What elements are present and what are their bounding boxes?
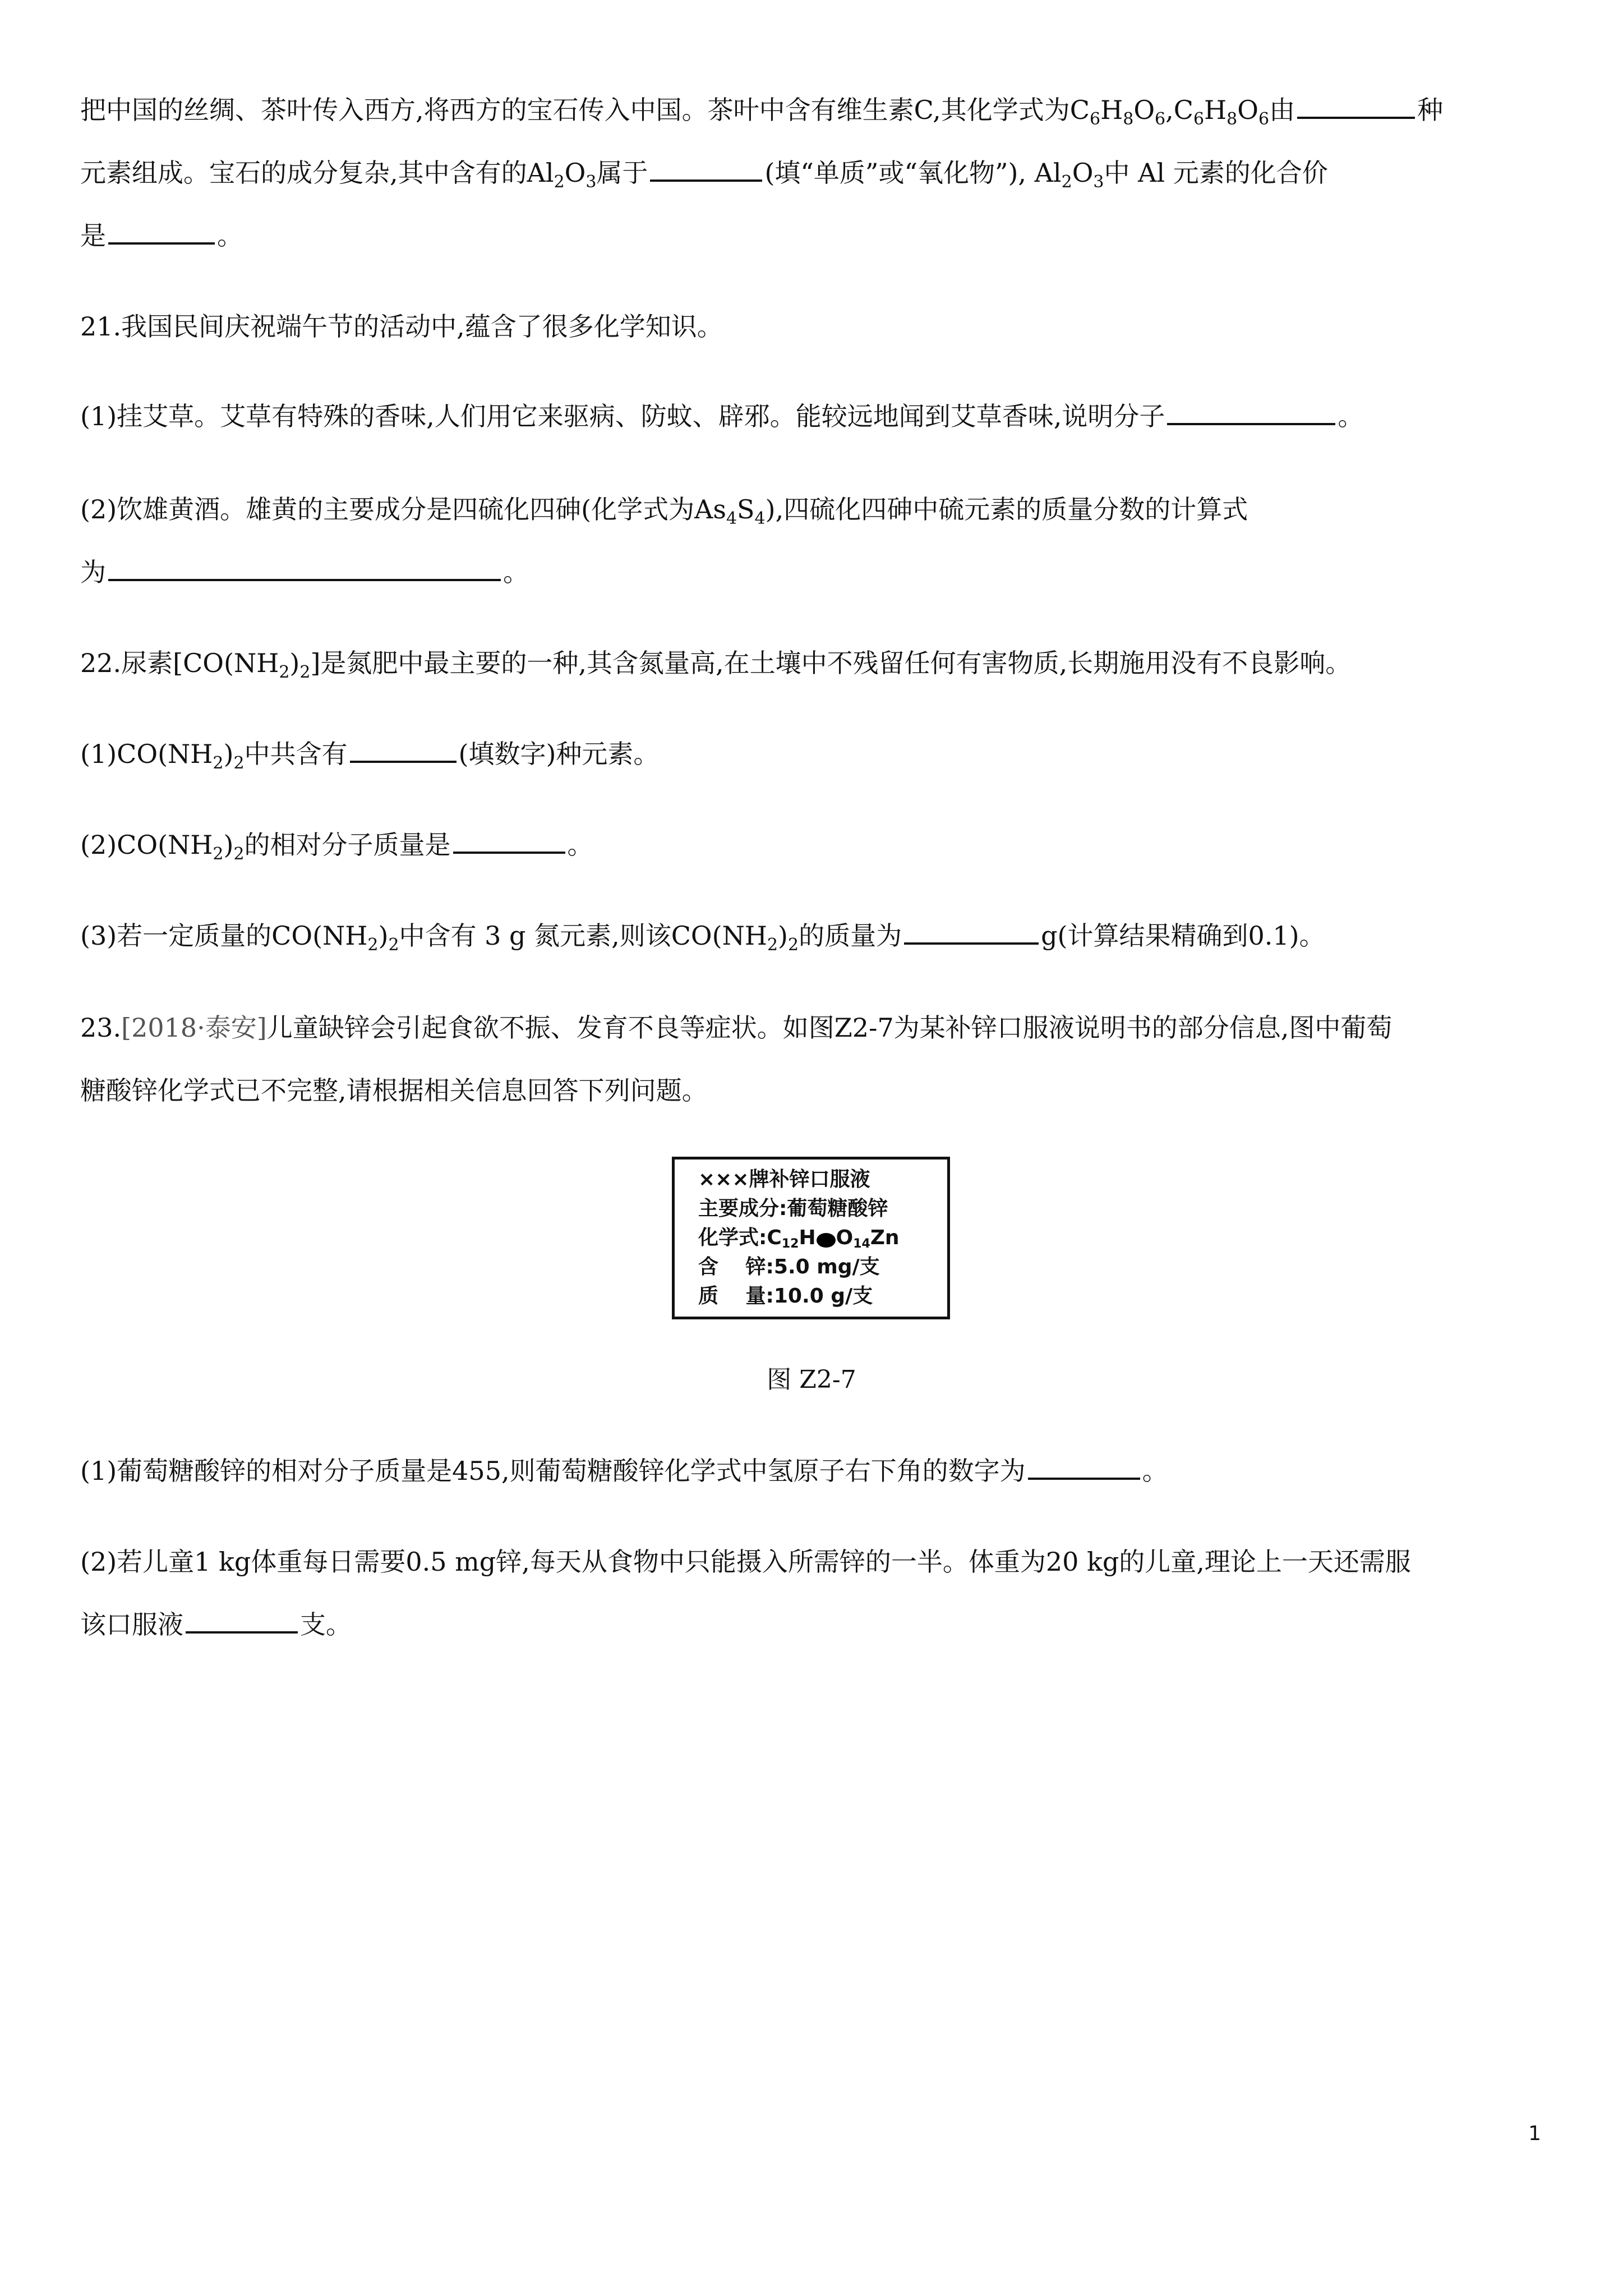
question-23-2-cont	[80, 1607, 1543, 1642]
text: 。	[503, 557, 529, 587]
subscript: 14	[853, 1237, 870, 1251]
zinc-supplement-label	[672, 1157, 950, 1319]
subscript: 2	[299, 662, 311, 682]
question-22-3	[80, 918, 1543, 954]
page-number: 1	[1528, 2122, 1541, 2145]
text: 儿童缺锌会引起食欲不振、发育不良等症状。如图Z2-7为某补锌口服液说明书的部分信息,图中葡萄	[266, 1013, 1393, 1043]
question-22-1	[80, 736, 1543, 772]
text: )	[223, 830, 234, 860]
text: 中 Al 元素的化合价	[1104, 158, 1328, 188]
answer-blank-valence[interactable]	[108, 218, 215, 245]
ink-blot-icon	[817, 1233, 836, 1248]
text: )	[378, 921, 389, 951]
question-21-1	[80, 398, 1543, 434]
question-21-2-cont	[80, 554, 1543, 590]
text: )	[223, 739, 234, 769]
text: O	[1237, 95, 1258, 125]
text: H	[1100, 95, 1123, 125]
text: 的相对分子质量是	[244, 830, 451, 860]
subscript: 12	[781, 1237, 799, 1251]
text: ),四硫化四砷中硫元素的质量分数的计算式	[765, 494, 1248, 524]
text: 是	[80, 220, 106, 251]
subscript: 2	[233, 844, 245, 864]
text: 22.尿素[CO(NH	[80, 648, 279, 678]
answer-blank-22-3[interactable]	[904, 918, 1039, 945]
subscript: 3	[1093, 172, 1104, 192]
text: 元素组成。宝石的成分复杂,其中含有的Al	[80, 158, 554, 188]
text: (填数字)种元素。	[458, 739, 660, 769]
subscript: 2	[213, 753, 224, 773]
question-23-title-cont: 糖酸锌化学式已不完整,请根据相关信息回答下列问题。	[80, 1075, 708, 1106]
text: 由	[1269, 95, 1295, 125]
text: O	[836, 1226, 854, 1249]
text: g(计算结果精确到0.1)。	[1041, 921, 1325, 951]
text: 为	[80, 557, 106, 587]
subscript: 8	[1123, 109, 1134, 129]
label-formula	[698, 1226, 900, 1250]
text: O	[1072, 158, 1094, 188]
text: (1)挂艾草。艾草有特殊的香味,人们用它来驱病、防蚊、辟邪。能较远地闻到艾草香味,说明分子	[80, 401, 1165, 431]
answer-blank-21-1[interactable]	[1167, 398, 1335, 425]
question-23-title	[80, 1010, 1543, 1046]
subscript: 2	[233, 753, 245, 773]
question-22-title	[80, 645, 1543, 681]
text: )	[778, 921, 788, 951]
text: O	[1133, 95, 1155, 125]
text: 的质量为	[799, 921, 902, 951]
subscript: 2	[788, 935, 799, 955]
question-21-2	[80, 491, 1543, 527]
text: H	[1204, 95, 1227, 125]
subscript: 2	[213, 844, 224, 864]
answer-blank-22-2[interactable]	[453, 827, 565, 854]
question-21-title: 21.我国民间庆祝端午节的活动中,蕴含了很多化学知识。	[80, 311, 723, 342]
text: (3)若一定质量的CO(NH	[80, 921, 368, 951]
text: O	[564, 158, 586, 188]
text: ,C	[1165, 95, 1193, 125]
label-zinc-content: 含 锌:5.0 mg/支	[698, 1255, 880, 1278]
text: 化学式:C	[698, 1226, 782, 1249]
paragraph-line-1	[80, 92, 1543, 128]
text: H	[799, 1226, 816, 1249]
text: 把中国的丝绸、茶叶传入西方,将西方的宝石传入中国。茶叶中含有维生素C,其化学式为C	[80, 95, 1090, 125]
subscript: 4	[754, 509, 766, 528]
text: ]是氮肥中最主要的一种,其含氮量高,在土壤中不残留任何有害物质,长期施用没有不良影响。	[310, 648, 1352, 678]
subscript: 2	[279, 662, 290, 682]
text: 。	[217, 220, 243, 251]
subscript: 8	[1227, 109, 1238, 129]
text: 种	[1417, 95, 1444, 125]
subscript: 6	[1258, 109, 1270, 129]
text: 。	[1338, 401, 1364, 431]
paragraph-line-2	[80, 155, 1543, 191]
text: 属于	[596, 158, 648, 188]
text: S	[737, 494, 755, 524]
figure-caption: 图 Z2-7	[767, 1365, 856, 1394]
text: Zn	[870, 1226, 900, 1249]
subscript: 6	[1090, 109, 1101, 129]
source-tag: [2018·泰安]	[121, 1013, 267, 1043]
text: 中共含有	[244, 739, 348, 769]
text: (1)葡萄糖酸锌的相对分子质量是455,则葡萄糖酸锌化学式中氢原子右下角的数字为	[80, 1456, 1026, 1486]
text: )	[289, 648, 300, 678]
subscript: 2	[554, 172, 565, 192]
text: 该口服液	[80, 1609, 183, 1640]
text: 支。	[300, 1609, 352, 1640]
subscript: 4	[726, 509, 737, 528]
subscript: 6	[1193, 109, 1205, 129]
label-main-ingredient: 主要成分:葡萄糖酸锌	[698, 1197, 888, 1220]
label-mass: 质 量:10.0 g/支	[698, 1285, 873, 1308]
text: 。	[567, 830, 593, 860]
question-23-2: (2)若儿童1 kg体重每日需要0.5 mg锌,每天从食物中只能摄入所需锌的一半。体重为20 kg的儿童,理论上一天还需服	[80, 1547, 1411, 1577]
question-22-2	[80, 827, 1543, 863]
text: (2)饮雄黄酒。雄黄的主要成分是四硫化四砷(化学式为As	[80, 494, 726, 524]
text: (2)CO(NH	[80, 830, 213, 860]
text: 中含有 3 g 氮元素,则该CO(NH	[399, 921, 767, 951]
answer-blank-21-2[interactable]	[108, 554, 501, 581]
question-23-1	[80, 1453, 1543, 1489]
subscript: 2	[1061, 172, 1072, 192]
answer-blank-23-1[interactable]	[1028, 1453, 1140, 1480]
label-product-name: ×××牌补锌口服液	[698, 1168, 870, 1191]
answer-blank-22-1[interactable]	[350, 736, 457, 763]
paragraph-line-3	[80, 218, 1543, 254]
subscript: 2	[388, 935, 399, 955]
answer-blank-23-2[interactable]	[186, 1607, 298, 1634]
subscript: 2	[767, 935, 778, 955]
text: (填“单质”或“氧化物”), Al	[764, 158, 1062, 188]
subscript: 3	[585, 172, 597, 192]
text: 。	[1142, 1456, 1168, 1486]
answer-blank-element-count[interactable]	[1297, 92, 1415, 119]
subscript: 2	[367, 935, 379, 955]
text: (1)CO(NH	[80, 739, 213, 769]
answer-blank-substance-type[interactable]	[650, 155, 762, 182]
subscript: 6	[1155, 109, 1166, 129]
question-number: 23.	[80, 1013, 122, 1043]
